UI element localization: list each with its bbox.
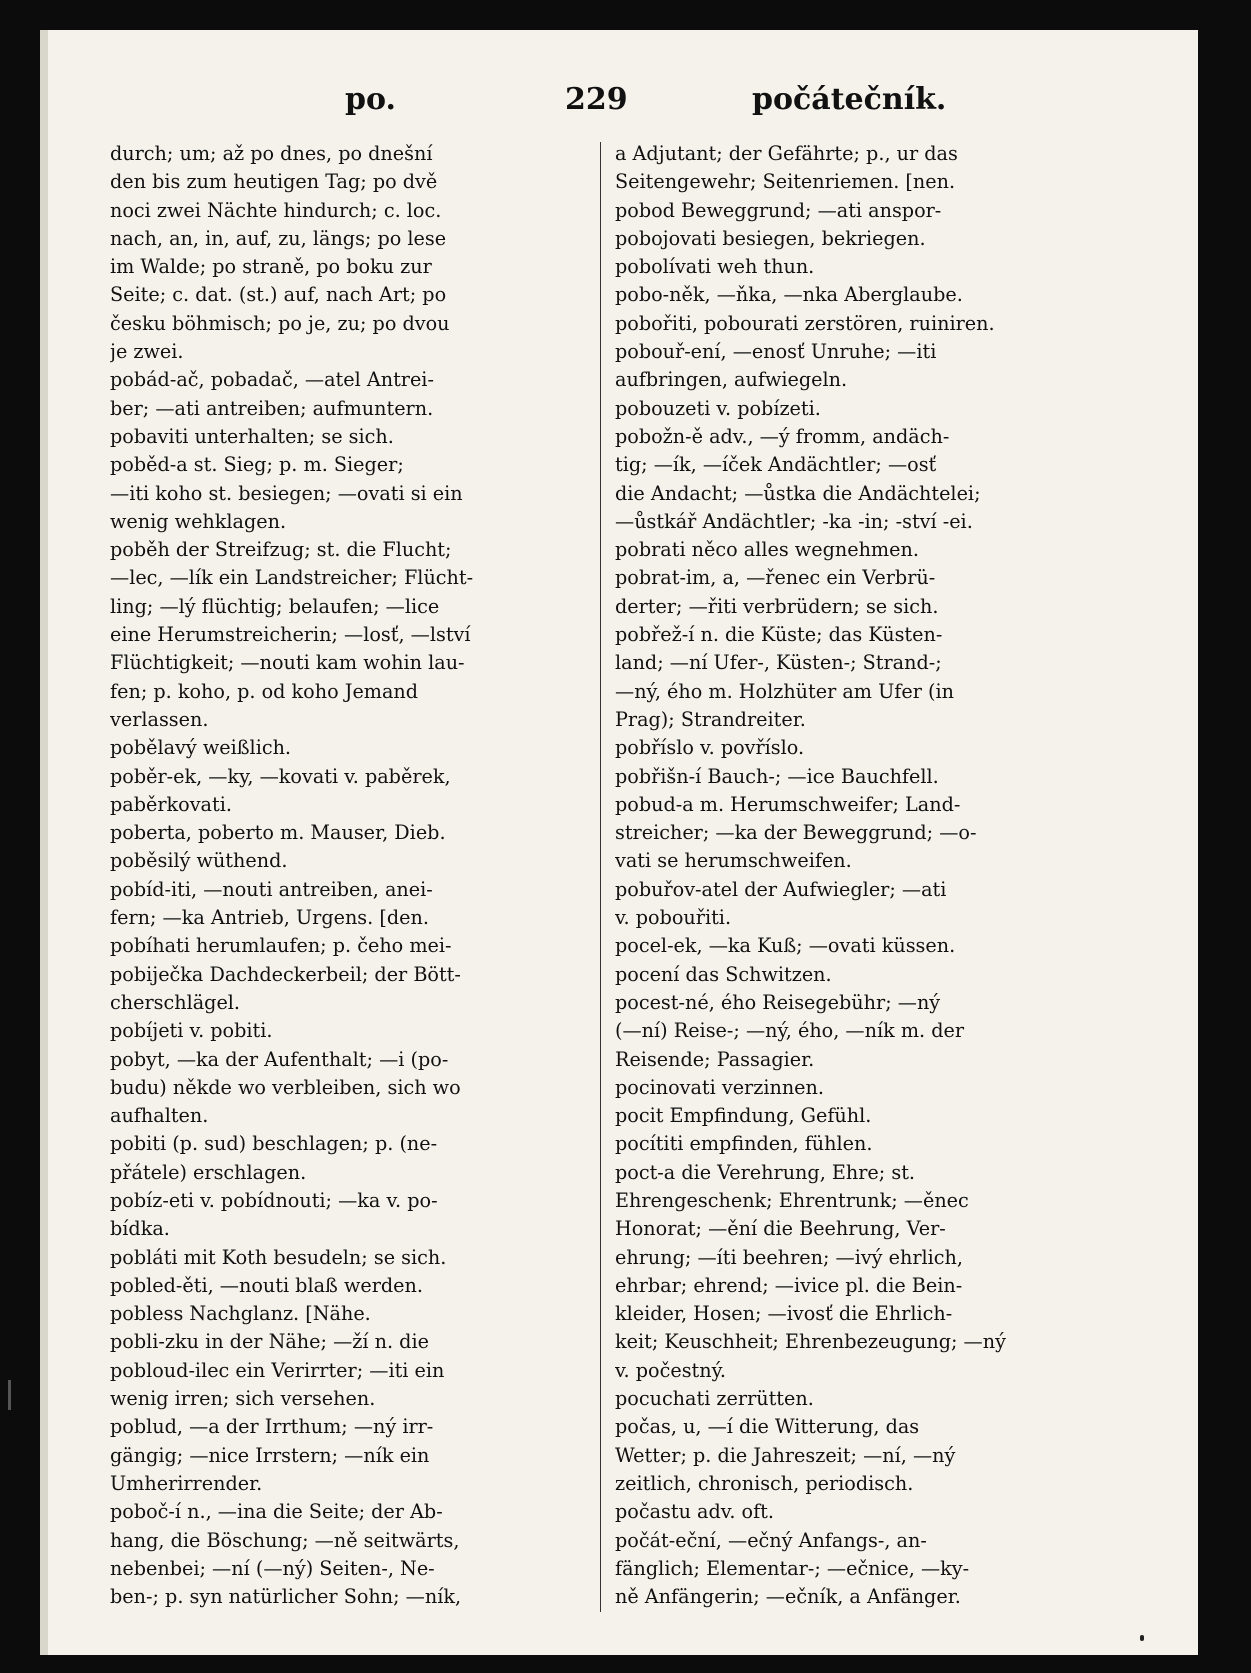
entry-line: pobořiti, pobourati zerstören, ruiniren.: [615, 311, 995, 335]
entry-line: pobloud-ilec ein Verirrter; —iti ein: [110, 1358, 445, 1382]
entry-line: pobíhati herumlaufen; p. čeho mei-: [110, 934, 452, 958]
entry-line: ben-; p. syn natürlicher Sohn; —ník,: [110, 1585, 462, 1609]
entry-line: pobříslo v. povříslo.: [615, 736, 805, 760]
scan-speck: [1140, 1635, 1144, 1641]
entry-line: pobolívati weh thun.: [615, 255, 815, 279]
entry-line: paběrkovati.: [110, 792, 232, 816]
entry-line: pocení das Schwitzen.: [615, 962, 832, 986]
entry-line: pobli-zku in der Nähe; —ží n. die: [110, 1330, 429, 1354]
entry-line: Seite; c. dat. (st.) auf, nach Art; po: [110, 283, 447, 307]
entry-line: poberta, poberto m. Mauser, Dieb.: [110, 821, 446, 845]
entry-line: pobuřov-atel der Aufwiegler; —ati: [615, 877, 947, 901]
entry-line: pobled-ěti, —nouti blaß werden.: [110, 1273, 423, 1297]
entry-line: počát-eční, —ečný Anfangs-, an-: [615, 1528, 927, 1552]
entry-line: —ůstkář Andächtler; -ka -in; -ství -ei.: [615, 509, 973, 533]
entry-line: ehrbar; ehrend; —ivice pl. die Bein-: [615, 1273, 963, 1297]
entry-line: pobaviti unterhalten; se sich.: [110, 424, 394, 448]
entry-line: durch; um; až po dnes, po dnešní: [110, 142, 433, 165]
entry-line: tig; —ík, —íček Andächtler; —osť: [615, 453, 937, 477]
entry-line: ber; —ati antreiben; aufmuntern.: [110, 396, 434, 420]
entry-line: fern; —ka Antrieb, Urgens. [den.: [110, 906, 429, 930]
entry-line: Umherirrender.: [110, 1471, 263, 1495]
entry-line: přátele) erschlagen.: [110, 1160, 307, 1184]
entry-line: vati se herumschweifen.: [615, 849, 852, 873]
right-column: [615, 140, 1130, 1611]
header-left-word: po.: [345, 82, 396, 117]
entry-line: pobíd-iti, —nouti antreiben, anei-: [110, 877, 433, 901]
entry-line: aufbringen, aufwiegeln.: [615, 368, 848, 392]
entry-line: kleider, Hosen; —ivosť die Ehrlich-: [615, 1302, 953, 1326]
entry-line: poběsilý wüthend.: [110, 849, 288, 873]
entry-line: aufhalten.: [110, 1104, 209, 1128]
entry-line: pobřišn-í Bauch-; —ice Bauchfell.: [615, 764, 939, 788]
entry-line: nach, an, in, auf, zu, längs; po lese: [110, 226, 447, 250]
entry-line: a Adjutant; der Gefährte; p., ur das: [615, 142, 958, 165]
entry-line: im Walde; po straně, po boku zur: [110, 255, 432, 279]
entry-line: pobo-něk, —ňka, —nka Aberglaube.: [615, 283, 963, 307]
entry-line: počastu adv. oft.: [615, 1500, 774, 1524]
entry-line: pobiječka Dachdeckerbeil; der Bött-: [110, 962, 461, 986]
entry-line: (—ní) Reise-; —ný, ého, —ník m. der: [615, 1019, 965, 1043]
entry-line: pobouř-ení, —enosť Unruhe; —iti: [615, 340, 937, 364]
entry-line: wenig irren; sich versehen.: [110, 1387, 376, 1411]
entry-line: —lec, —lík ein Landstreicher; Flücht-: [110, 566, 474, 590]
entry-line: derter; —řiti verbrüdern; se sich.: [615, 594, 939, 618]
entry-line: poběd-a st. Sieg; p. m. Sieger;: [110, 453, 404, 477]
header-right-word: počátečník.: [752, 82, 947, 117]
entry-line: Flüchtigkeit; —nouti kam wohin lau-: [110, 651, 465, 675]
column-divider: [600, 142, 601, 1612]
entry-line: pobrati něco alles wegnehmen.: [615, 538, 919, 562]
entry-line: pobád-ač, pobadač, —atel Antrei-: [110, 368, 434, 392]
entry-line: pocel-ek, —ka Kuß; —ovati küssen.: [615, 934, 956, 958]
entry-line: pobíz-eti v. pobídnouti; —ka v. po-: [110, 1188, 438, 1212]
entry-line: pocit Empfindung, Gefühl.: [615, 1104, 872, 1128]
entry-line: bídka.: [110, 1217, 170, 1241]
entry-line: pobřež-í n. die Küste; das Küsten-: [615, 623, 943, 647]
entry-line: Ehrengeschenk; Ehrentrunk; —ěnec: [615, 1188, 969, 1212]
entry-line: pobožn-ě adv., —ý fromm, andäch-: [615, 424, 950, 448]
entry-line: Honorat; —ění die Beehrung, Ver-: [615, 1217, 946, 1241]
entry-line: poběr-ek, —ky, —kovati v. paběrek,: [110, 764, 451, 788]
entry-line: keit; Keuschheit; Ehrenbezeugung; —ný: [615, 1330, 1006, 1354]
entry-line: verlassen.: [110, 707, 209, 731]
entry-line: Reisende; Passagier.: [615, 1047, 815, 1071]
entry-line: —iti koho st. besiegen; —ovati si ein: [110, 481, 463, 505]
entry-line: pobouzeti v. pobízeti.: [615, 396, 821, 420]
entry-line: poboč-í n., —ina die Seite; der Ab-: [110, 1500, 443, 1524]
entry-line: cherschlägel.: [110, 990, 241, 1014]
entry-line: poblud, —a der Irrthum; —ný irr-: [110, 1415, 434, 1439]
entry-line: pobělavý weißlich.: [110, 736, 292, 760]
entry-line: pocinovati verzinnen.: [615, 1075, 824, 1099]
entry-line: streicher; —ka der Beweggrund; —o-: [615, 821, 977, 845]
entry-line: ně Anfängerin; —ečník, a Anfänger.: [615, 1585, 961, 1609]
entry-line: pobíjeti v. pobiti.: [110, 1019, 273, 1043]
entry-line: pobod Beweggrund; —ati anspor-: [615, 198, 942, 222]
entry-line: pobless Nachglanz. [Nähe.: [110, 1302, 371, 1326]
entry-line: pobojovati besiegen, bekriegen.: [615, 226, 926, 250]
entry-line: —ný, ého m. Holzhüter am Ufer (in: [615, 679, 954, 703]
entry-line: eine Herumstreicherin; —losť, —lství: [110, 623, 471, 647]
page-number: 229: [565, 82, 628, 117]
entry-line: Wetter; p. die Jahreszeit; —ní, —ný: [615, 1443, 956, 1467]
page-header: [40, 82, 1198, 132]
entry-line: pobiti (p. sud) beschlagen; p. (ne-: [110, 1132, 438, 1156]
entry-line: budu) někde wo verbleiben, sich wo: [110, 1075, 461, 1099]
entry-line: poct-a die Verehrung, Ehre; st.: [615, 1160, 916, 1184]
entry-line: gängig; —nice Irrstern; —ník ein: [110, 1443, 430, 1467]
entry-line: ling; —lý flüchtig; belaufen; —lice: [110, 594, 440, 618]
entry-line: wenig wehklagen.: [110, 509, 287, 533]
entry-line: je zwei.: [110, 340, 184, 364]
entry-line: fen; p. koho, p. od koho Jemand: [110, 679, 419, 703]
entry-line: pobrat-im, a, —řenec ein Verbrü-: [615, 566, 936, 590]
entry-line: fänglich; Elementar-; —ečnice, —ky-: [615, 1556, 970, 1580]
entry-line: pocítiti empfinden, fühlen.: [615, 1132, 873, 1156]
entry-line: pobyt, —ka der Aufenthalt; —i (po-: [110, 1047, 449, 1071]
entry-line: land; —ní Ufer-, Küsten-; Strand-;: [615, 651, 942, 675]
entry-line: počas, u, —í die Witterung, das: [615, 1415, 920, 1439]
entry-line: pobláti mit Koth besudeln; se sich.: [110, 1245, 447, 1269]
entry-line: hang, die Böschung; —ně seitwärts,: [110, 1528, 460, 1552]
entry-line: poběh der Streifzug; st. die Flucht;: [110, 538, 452, 562]
entry-line: v. pobouřiti.: [615, 906, 732, 930]
entry-line: pocuchati zerrütten.: [615, 1387, 814, 1411]
left-column: [110, 140, 625, 1611]
entry-line: Prag); Strandreiter.: [615, 707, 806, 731]
entry-line: noci zwei Nächte hindurch; c. loc.: [110, 198, 442, 222]
entry-line: nebenbei; —ní (—ný) Seiten-, Ne-: [110, 1556, 435, 1580]
entry-line: zeitlich, chronisch, periodisch.: [615, 1471, 914, 1495]
scan-edge-mark: [8, 1380, 11, 1410]
dictionary-page: [40, 30, 1198, 1655]
entry-line: česku böhmisch; po je, zu; po dvou: [110, 311, 450, 335]
entry-line: pocest-né, ého Reisegebühr; —ný: [615, 990, 941, 1014]
entry-line: die Andacht; —ůstka die Andächtelei;: [615, 481, 981, 505]
entry-line: v. počestný.: [615, 1358, 726, 1382]
page-edge: [40, 30, 48, 1655]
entry-line: pobud-a m. Herumschweifer; Land-: [615, 792, 961, 816]
entry-line: den bis zum heutigen Tag; po dvě: [110, 170, 438, 194]
entry-line: Seitengewehr; Seitenriemen. [nen.: [615, 170, 956, 194]
entry-line: ehrung; —íti beehren; —ivý ehrlich,: [615, 1245, 963, 1269]
